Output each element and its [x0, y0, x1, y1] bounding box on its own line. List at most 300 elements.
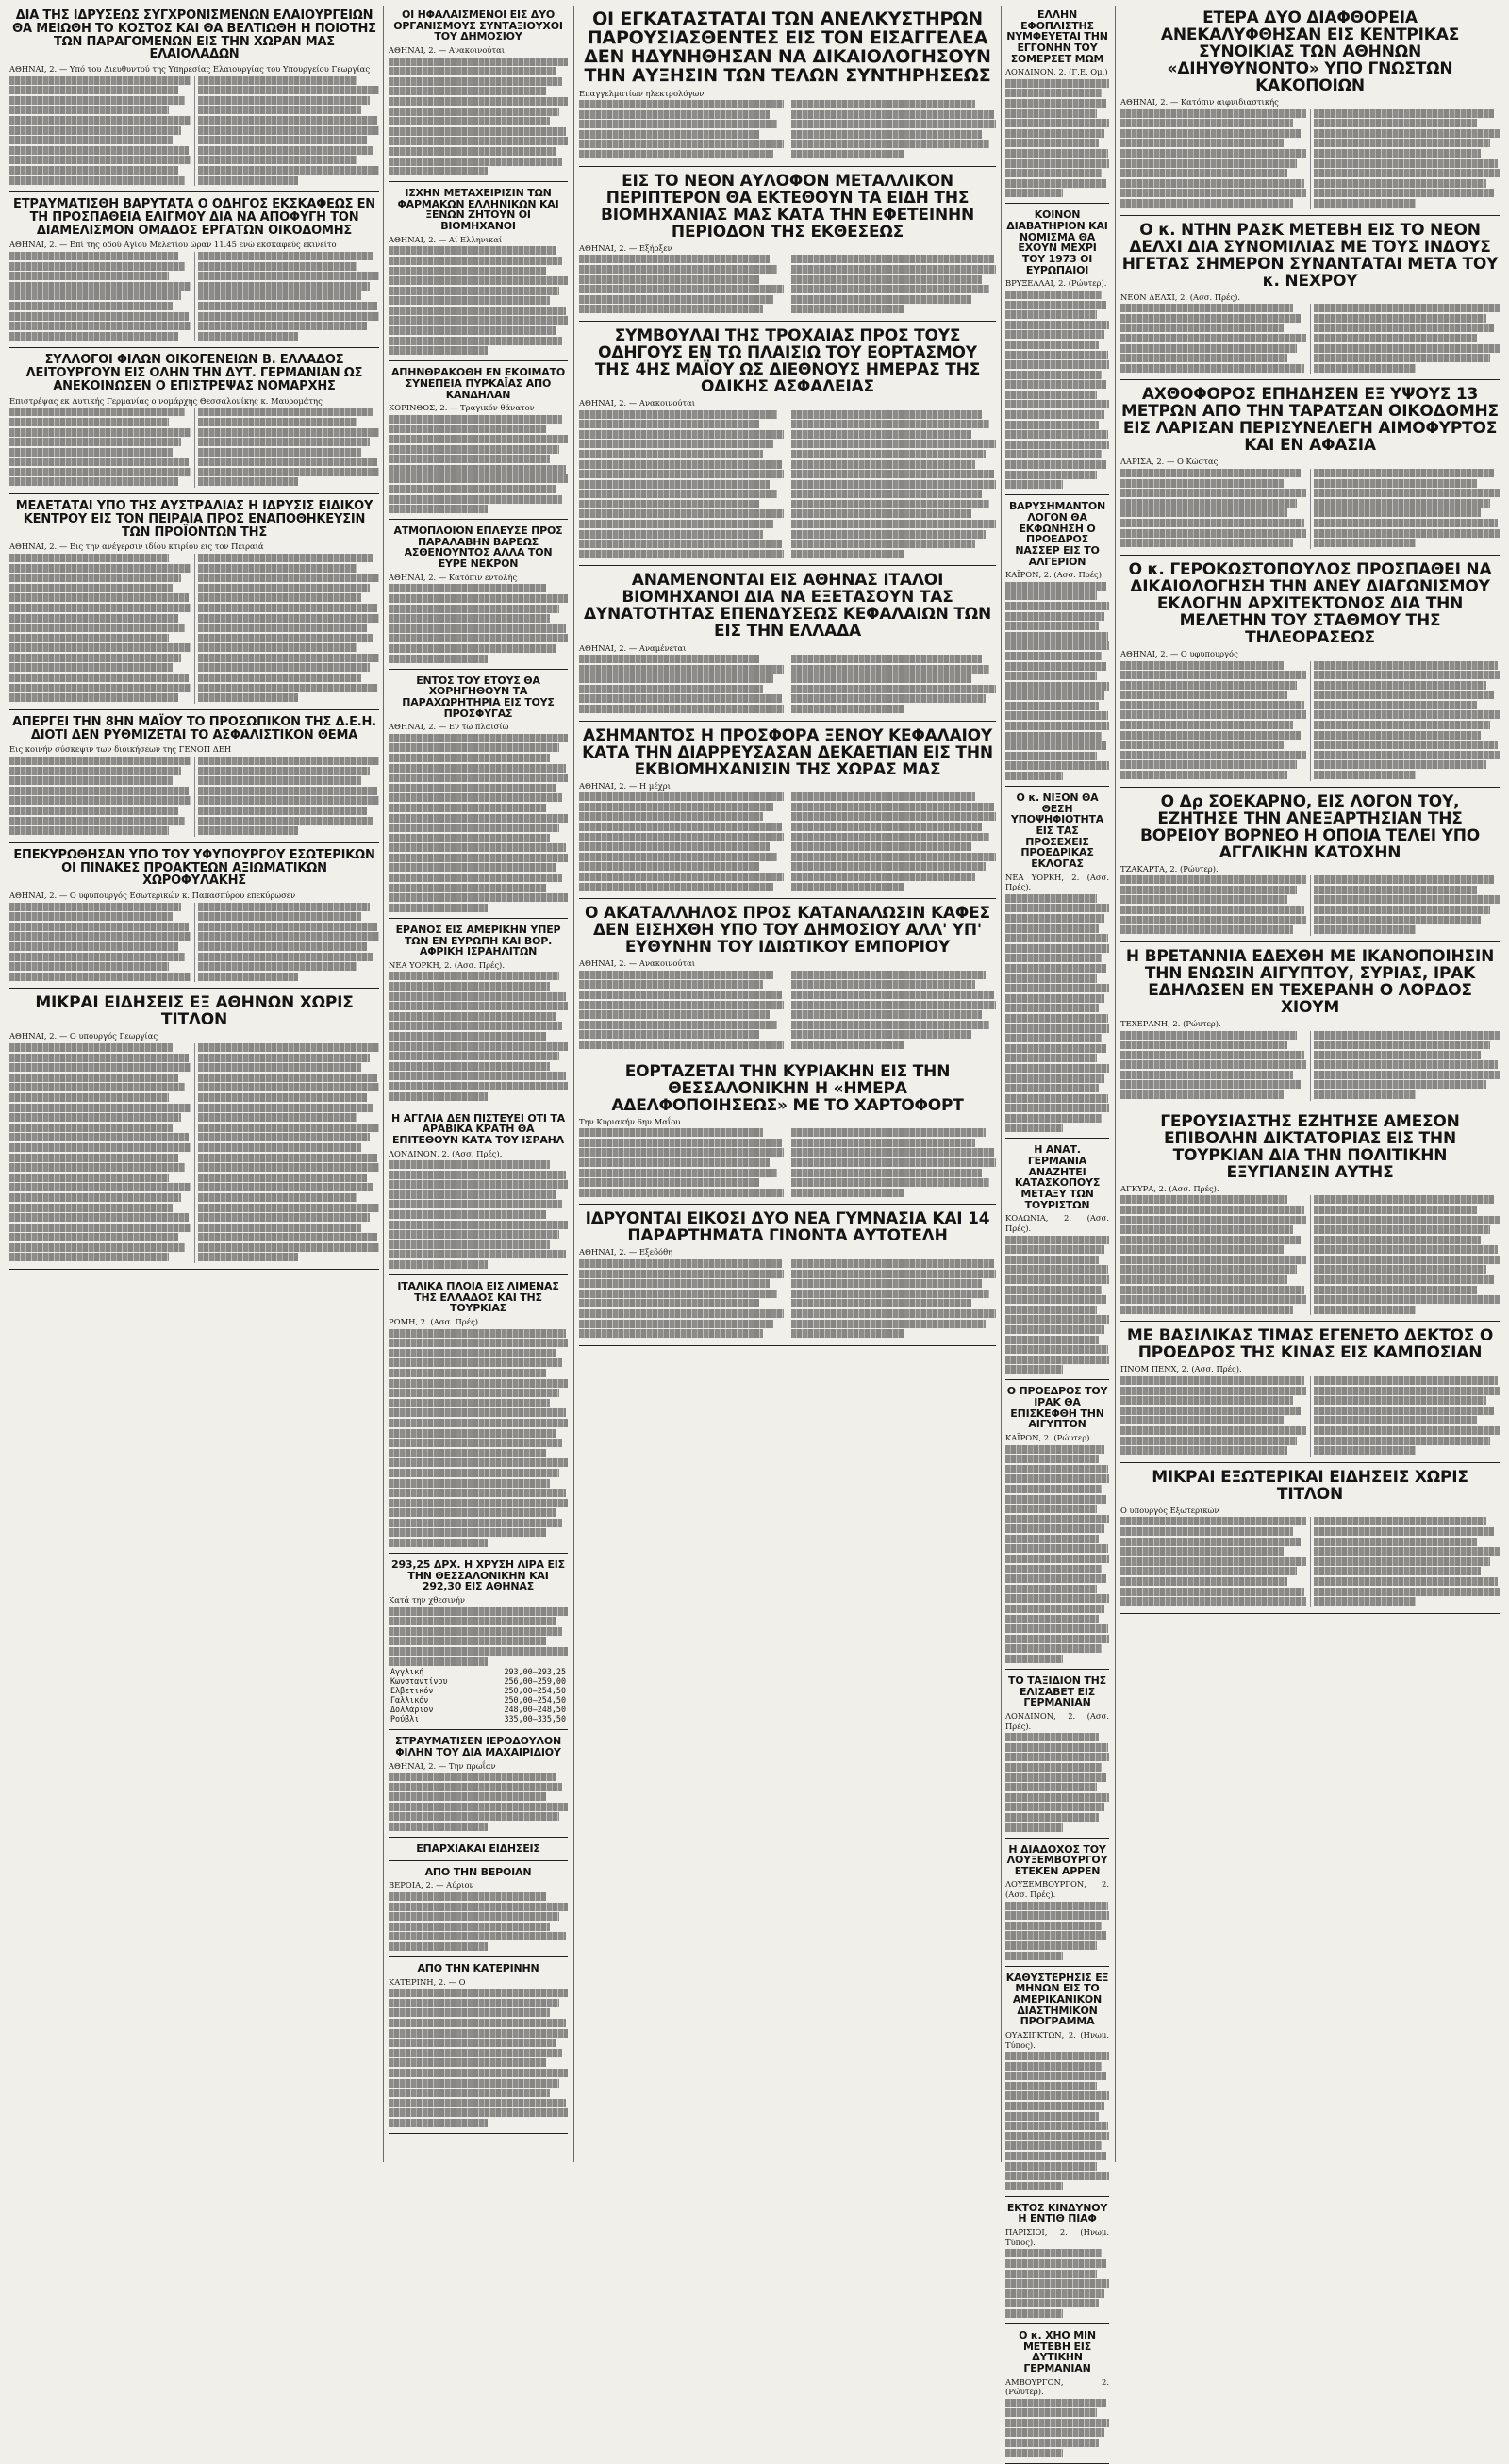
text-line [1005, 1054, 1097, 1062]
text-line [9, 787, 189, 795]
text-line [1005, 2449, 1063, 2457]
text-line [791, 305, 904, 313]
text-line [1005, 1753, 1109, 1761]
text-line [198, 674, 361, 682]
text-line [791, 275, 982, 284]
text-line [1314, 906, 1490, 914]
text-line [1314, 1236, 1481, 1244]
text-line [1005, 772, 1063, 780]
article-body [579, 410, 996, 560]
text-line [579, 1259, 782, 1268]
coin-name: Κωνσταντίνου [390, 1676, 448, 1687]
text-line [579, 490, 777, 498]
text-line [1120, 1071, 1293, 1079]
text-line [389, 147, 556, 156]
article-separator [9, 709, 379, 710]
article-body [1120, 875, 1500, 936]
text-line [1005, 612, 1104, 621]
article-headline: ΙΤΑΛΙΚΑ ΠΛΟΙΑ ΕΙΣ ΛΙΜΕΝΑΣ ΤΗΣ ΕΛΛΑΔΟΣ ΚΑΙ ΤΗΣ ΤΟΥΡΚΙΑΣ [397, 1280, 559, 1315]
text-line [1314, 314, 1486, 323]
text-line [389, 1369, 546, 1377]
text-line [9, 932, 191, 941]
article-separator [579, 565, 996, 566]
text-line [198, 1083, 379, 1091]
text-line [1120, 741, 1284, 749]
text-line [579, 550, 784, 558]
text-line [1120, 1236, 1301, 1244]
article-body [9, 757, 379, 837]
article [389, 1113, 568, 1276]
article-body [9, 252, 379, 341]
text-line [389, 158, 562, 166]
text-line [198, 663, 370, 672]
text-line [1005, 371, 1102, 379]
text-line [198, 126, 379, 135]
text-line [389, 1812, 559, 1821]
column-3 [579, 6, 996, 2162]
text-line [1005, 1465, 1108, 1473]
article-separator [579, 166, 996, 167]
text-line [198, 428, 379, 437]
article-separator [9, 493, 379, 494]
text-line [389, 108, 559, 116]
text-line [579, 295, 773, 304]
article-body [389, 972, 568, 1100]
text-line [791, 1329, 904, 1338]
text-line [389, 1002, 568, 1010]
text-line [1005, 1004, 1099, 1012]
text-line [1314, 189, 1494, 197]
text-line [9, 146, 189, 155]
coin-price: 250,00—254,50 [504, 1686, 566, 1696]
text-line [389, 287, 559, 295]
article-dateline: ΑΘΗΝΑΙ, 2. — Αναμένεται [579, 642, 687, 653]
text-line [9, 684, 191, 692]
text-line [198, 1113, 357, 1122]
text-line [1314, 1538, 1477, 1546]
article-dateline: ΝΕΑ ΥΟΡΚΗ, 2. (Ασσ. Πρές). [389, 959, 505, 970]
article-body [1120, 1517, 1500, 1607]
text-line [1005, 1256, 1099, 1264]
article [389, 1867, 568, 1957]
text-line [1005, 99, 1106, 108]
text-line [1120, 344, 1297, 353]
text-line [389, 1092, 488, 1101]
text-line [1314, 701, 1477, 709]
article-body [1120, 109, 1500, 209]
text-line [1005, 641, 1109, 650]
column-4 [1005, 6, 1109, 2397]
article-body [579, 971, 996, 1051]
text-line [791, 110, 994, 119]
text-line [1314, 489, 1500, 497]
text-line [389, 1171, 566, 1179]
text-line [198, 932, 379, 941]
text-line [198, 554, 373, 562]
article-headline: ΟΙ ΕΓΚΑΤΑΣΤΑΤΑΙ ΤΩΝ ΑΝΕΛΚΥΣΤΗΡΩΝ ΠΑΡΟΥΣΙΑΣΘΕΝΤΕΣ ΕΙΣ ΤΟΝ ΕΙΣΑΓΓΕΛΕΑ ΔΕΝ ΗΔΥΝΗΘΗΣΑΝ ΝΑ ΔΙΚΑΙΟΛΟΓΗΣΟΥΝ ΤΗΝ ΑΥΞΗΣΙΝ ΤΩΝ ΤΕΛΩΝ ΣΥΝΤΗΡΗΣΕΩΣ [584, 8, 991, 87]
text-line [1005, 1931, 1106, 1940]
text-line [1120, 1538, 1301, 1546]
text-line [1005, 2172, 1109, 2180]
text-line [1005, 380, 1106, 389]
text-line [1120, 139, 1284, 147]
text-line [198, 106, 361, 114]
text-line [389, 644, 556, 653]
text-line [1005, 984, 1109, 992]
text-line [389, 863, 556, 872]
article [389, 525, 568, 669]
text-line [791, 1279, 982, 1288]
article-dateline: ΠΝΟΜ ΠΕΝΧ, 2. (Ασσ. Πρές). [1120, 1364, 1242, 1374]
text-line [389, 1903, 568, 1911]
text-line [9, 693, 178, 702]
text-line [1120, 731, 1301, 740]
text-line [1314, 508, 1481, 517]
text-line [198, 962, 357, 971]
text-line [198, 1233, 377, 1241]
article-dateline: ΚΑΪΡΟΝ, 2. (Ασσ. Πρές). [1005, 570, 1104, 580]
text-line [1005, 391, 1097, 399]
article-dateline: ΤΕΧΕΡΑΝΗ, 2. (Ρώυτερ). [1120, 1018, 1221, 1028]
text-line [1005, 1236, 1109, 1244]
text-line [198, 468, 379, 476]
article-body [1005, 1236, 1109, 1374]
text-line [9, 817, 185, 825]
coin-price: 256,00—259,00 [504, 1676, 566, 1687]
text-line [9, 438, 181, 446]
text-line [389, 1032, 546, 1041]
text-line [791, 842, 971, 851]
article [389, 1843, 568, 1861]
text-line [791, 665, 989, 674]
text-line [1005, 179, 1106, 188]
article-separator [389, 2133, 568, 2134]
text-line [9, 1083, 185, 1091]
price-row [389, 1676, 568, 1686]
text-line [9, 973, 191, 981]
text-line [1120, 119, 1293, 127]
text-line [579, 430, 784, 439]
text-line [1005, 330, 1104, 339]
text-line [1005, 1644, 1102, 1653]
text-line [9, 807, 178, 815]
article-dateline: ΝΕΟΝ ΔΕΛΧΙ, 2. (Ασσ. Πρές). [1120, 291, 1241, 302]
text-line [389, 346, 488, 355]
text-line [1314, 1225, 1490, 1234]
text-line [1005, 964, 1106, 973]
text-line [389, 495, 562, 504]
text-line [1314, 1275, 1494, 1284]
text-line [389, 1339, 568, 1347]
text-line [1005, 2091, 1109, 2100]
text-line [579, 480, 770, 489]
text-line [198, 146, 373, 155]
text-line [9, 428, 191, 437]
text-line [9, 1174, 169, 1182]
text-line [389, 1429, 556, 1438]
text-line [1005, 2112, 1099, 2121]
article-dateline: ΑΘΗΝΑΙ, 2. — Εξεδόθη [579, 1247, 673, 1257]
text-line [579, 120, 777, 128]
article-separator [579, 1345, 996, 1346]
text-line [1120, 1376, 1304, 1385]
article-headline: ΕΙΣ ΤΟ ΝΕΟΝ ΑΥΛΟΦΟΝ ΜΕΤΑΛΛΙΚΟΝ ΠΕΡΙΠΤΕΡΟΝ ΘΑ ΕΚΤΕΘΟΥΝ ΤΑ ΕΙΔΗ ΤΗΣ ΒΙΟΜΗΧΑΝΙΑΣ ΜΑΣ ΚΑΤΑ ΤΗΝ ΕΦΕΤΕΙΝΗΝ ΠΕΡΙΟΔΟΝ ΤΗΣ ΕΚΘΕΣΕΩΣ [600, 171, 975, 241]
text-line [1005, 1094, 1108, 1103]
text-line [389, 624, 566, 633]
article-separator [389, 181, 568, 182]
text-line [1314, 1245, 1498, 1254]
text-line [198, 624, 367, 632]
text-line [1120, 364, 1304, 373]
text-line [389, 754, 550, 762]
text-line [198, 477, 298, 486]
text-line [389, 2029, 568, 2038]
text-line [791, 500, 989, 508]
article [1005, 1386, 1109, 1670]
text-line [198, 973, 298, 981]
text-line [1120, 199, 1293, 208]
article-headline: Ο κ. ΧΗΟ ΜΙΝ ΜΕΤΕΒΗ ΕΙΣ ΔΥΤΙΚΗΝ ΓΕΡΜΑΝΙΑΝ [1019, 2328, 1096, 2374]
text-line [791, 255, 994, 263]
text-line [9, 604, 191, 612]
article-dateline: ΑΘΗΝΑΙ, 2. — Αί Ελληνικαί [389, 234, 503, 244]
article-dateline: ΟΥΑΣΙΓΚΤΩΝ, 2. (Ηνωμ. Τύπος). [1005, 2029, 1109, 2050]
article-separator [389, 1837, 568, 1838]
article [1005, 1973, 1109, 2197]
text-line [1314, 681, 1486, 690]
text-line [9, 663, 173, 672]
article-separator [389, 1729, 568, 1730]
text-line [1314, 304, 1500, 312]
article-body [579, 1259, 996, 1340]
text-line [1005, 149, 1108, 158]
text-line [1120, 1051, 1304, 1059]
text-line [1005, 1902, 1108, 1910]
article [1120, 1469, 1500, 1614]
text-line [389, 1180, 568, 1189]
text-line [1005, 89, 1102, 97]
text-line [1005, 682, 1109, 691]
text-line [198, 826, 298, 835]
text-line [1005, 450, 1102, 458]
text-line [198, 458, 377, 466]
text-line [9, 1154, 178, 1162]
article [579, 572, 996, 721]
text-line [1314, 661, 1498, 670]
text-line [1314, 751, 1500, 759]
text-line [1005, 722, 1109, 730]
text-line [9, 1133, 189, 1141]
article-dateline: ΑΘΗΝΑΙ, 2. — Ο υφυπουργός [1120, 648, 1238, 658]
text-line [791, 285, 989, 293]
article [389, 1559, 568, 1730]
text-line [1005, 761, 1109, 770]
text-line [1314, 1216, 1500, 1224]
text-line [389, 87, 546, 95]
text-line [389, 1823, 488, 1831]
article-separator [579, 898, 996, 899]
text-line [1005, 2082, 1097, 2090]
text-line [198, 1224, 361, 1232]
article-headline: Η ΒΡΕΤΑΝΝΙΑ ΕΔΕΧΘΗ ΜΕ ΙΚΑΝΟΠΟΙΗΣΙΝ ΤΗΝ ΕΝΩΣΙΝ ΑΙΓΥΠΤΟΥ, ΣΥΡΙΑΣ, ΙΡΑΚ ΕΔΗΛΩΣΕΝ ΕΝ ΤΕΧΕΡΑΝΗ Ο ΛΟΡΔΟΣ ΧΙΟΥΜ [1125, 946, 1495, 1017]
article-dateline: ΑΘΗΝΑΙ, 2. — Εις την ανέγερσιν ιδίου κτιρίου εις τον Πειραιά [9, 541, 264, 552]
text-line [198, 767, 370, 775]
price-row [389, 1695, 568, 1705]
article [389, 675, 568, 919]
text-line [1005, 1505, 1097, 1513]
text-line [198, 1104, 373, 1112]
text-line [1314, 721, 1490, 729]
text-line [791, 550, 904, 558]
text-line [389, 1479, 550, 1488]
text-line [1314, 1407, 1494, 1415]
text-line [1120, 701, 1304, 709]
text-line [198, 942, 367, 951]
article-dateline: ΑΘΗΝΑΙ, 2. — Κατόπιν εντολής [389, 572, 518, 582]
text-line [1005, 2309, 1063, 2318]
text-line [198, 116, 377, 125]
text-line [389, 2079, 559, 2088]
text-line [791, 410, 982, 419]
text-line [9, 291, 181, 300]
article-body [389, 1329, 568, 1547]
text-line [579, 150, 773, 158]
text-line [389, 1358, 562, 1367]
text-line [791, 694, 986, 703]
article-separator [1005, 2323, 1109, 2324]
text-line [1005, 1044, 1106, 1053]
text-line [579, 450, 763, 458]
text-line [1005, 2259, 1106, 2268]
text-line [389, 1499, 568, 1507]
article-dateline: ΑΜΒΟΥΡΓΟΝ, 2. (Ρώυτερ). [1005, 2376, 1109, 2397]
text-line [1120, 539, 1293, 547]
article-separator [9, 191, 379, 192]
text-line [1005, 421, 1099, 429]
newspaper-page [9, 6, 1500, 2397]
text-line [1005, 1941, 1097, 1950]
text-line [1120, 1216, 1306, 1224]
text-line [1314, 1376, 1498, 1385]
text-line [1314, 139, 1490, 147]
article-body [1005, 2399, 1109, 2457]
text-line [1005, 1813, 1099, 1822]
text-line [579, 991, 782, 999]
text-line [9, 136, 173, 144]
text-line [1005, 1306, 1097, 1314]
text-line [9, 1124, 173, 1132]
text-line [9, 654, 181, 662]
article-body [389, 1773, 568, 1831]
article-headline: ΚΑΘΥΣΤΕΡΗΣΙΣ ΕΞ ΜΗΝΩΝ ΕΙΣ ΤΟ ΑΜΕΡΙΚΑΝΙΚΟΝ ΔΙΑΣΤΗΜΙΚΟΝ ΠΡΟΓΡΑΜΜΑ [1005, 1971, 1109, 2028]
text-line [389, 276, 568, 285]
text-line [9, 1093, 169, 1102]
text-line [1314, 710, 1500, 719]
text-line [198, 1183, 373, 1191]
article [1005, 792, 1109, 1139]
text-line [1005, 1024, 1109, 1033]
text-line [579, 100, 784, 108]
article [1005, 1844, 1109, 1967]
text-line [791, 1158, 996, 1167]
text-line [791, 1021, 989, 1029]
text-line [579, 265, 777, 274]
text-line [1314, 179, 1486, 188]
article [579, 9, 996, 167]
text-line [198, 1253, 298, 1261]
text-line [1005, 1495, 1106, 1504]
text-line [1005, 1445, 1104, 1454]
text-line [1005, 301, 1106, 309]
article-body [1120, 661, 1500, 781]
article-dateline: ΑΘΗΝΑΙ, 2. — Εν τω πλαισίω [389, 722, 509, 732]
article-separator [579, 321, 996, 322]
text-line [198, 634, 373, 642]
text-line [1005, 662, 1106, 671]
text-line [1005, 79, 1109, 88]
text-line [389, 1617, 556, 1625]
text-line [791, 490, 982, 498]
text-line [198, 1163, 379, 1172]
text-line [579, 823, 782, 831]
text-line [389, 505, 488, 513]
article [9, 198, 379, 348]
text-line [9, 1063, 191, 1072]
article-separator [1005, 1838, 1109, 1839]
text-line [1005, 1286, 1102, 1294]
article [1005, 1144, 1109, 1380]
text-line [791, 655, 982, 663]
text-line [579, 420, 759, 428]
text-line [1005, 169, 1102, 177]
text-line [1314, 875, 1494, 884]
text-line [1314, 1437, 1490, 1445]
article-headline: ΚΟΙΝΟΝ ΔΙΑΒΑΤΗΡΙΟΝ ΚΑΙ ΝΟΜΙΣΜΑ ΘΑ ΕΧΟΥΝ ΜΕΧΡΙ ΤΟΥ 1973 ΟΙ ΕΥΡΩΠΑΙΟΙ [1006, 208, 1108, 276]
text-line [791, 833, 989, 841]
text-line [1005, 2408, 1097, 2417]
article-dateline: Κατά την χθεσινήν [389, 1595, 465, 1606]
text-line [1120, 1275, 1287, 1284]
article-separator [1005, 786, 1109, 787]
text-line [1314, 149, 1481, 158]
text-line [1314, 1071, 1500, 1079]
article-headline: ΜΕ ΒΑΣΙΛΙΚΑΣ ΤΙΜΑΣ ΕΓΕΝΕΤΟ ΔΕΚΤΟΣ Ο ΠΡΟΕΔΡΟΣ ΤΗΣ ΚΙΝΑΣ ΕΙΣ ΚΑΜΠΟΣΙΑΝ [1126, 1326, 1494, 1363]
text-line [9, 1243, 185, 1252]
text-line [389, 743, 559, 752]
text-line [579, 530, 763, 539]
article [1005, 9, 1109, 204]
article-body [1120, 1376, 1500, 1457]
text-line [1120, 469, 1301, 477]
text-line [1120, 1090, 1284, 1099]
text-line [791, 1270, 996, 1278]
text-line [198, 176, 298, 185]
article-headline: ΑΧΘΟΦΟΡΟΣ ΕΠΗΔΗΣΕΝ ΕΞ ΥΨΟΥΣ 13 ΜΕΤΡΩΝ ΑΠΟ ΤΗΝ ΤΑΡΑΤΣΑΝ ΟΙΚΟΔΟΜΗΣ ΕΙΣ ΛΑΡΙΣΑΝ ΠΕΡΙΣΥΝΕΛΕΓΗ ΑΙΜΟΦΥΡΤΟΣ ΚΑΙ ΕΝ ΑΦΑΣΙΑ [1121, 385, 1499, 456]
text-line [389, 1160, 550, 1169]
text-line [389, 1072, 566, 1080]
text-line [1314, 895, 1500, 904]
text-line [579, 1290, 777, 1298]
text-line [9, 272, 169, 280]
text-line [9, 282, 191, 291]
text-line [1005, 632, 1108, 641]
text-line [9, 757, 191, 765]
article-body [389, 246, 568, 355]
text-line [1314, 731, 1481, 740]
text-line [1120, 179, 1304, 188]
text-line [9, 106, 169, 114]
text-line [389, 2119, 488, 2127]
